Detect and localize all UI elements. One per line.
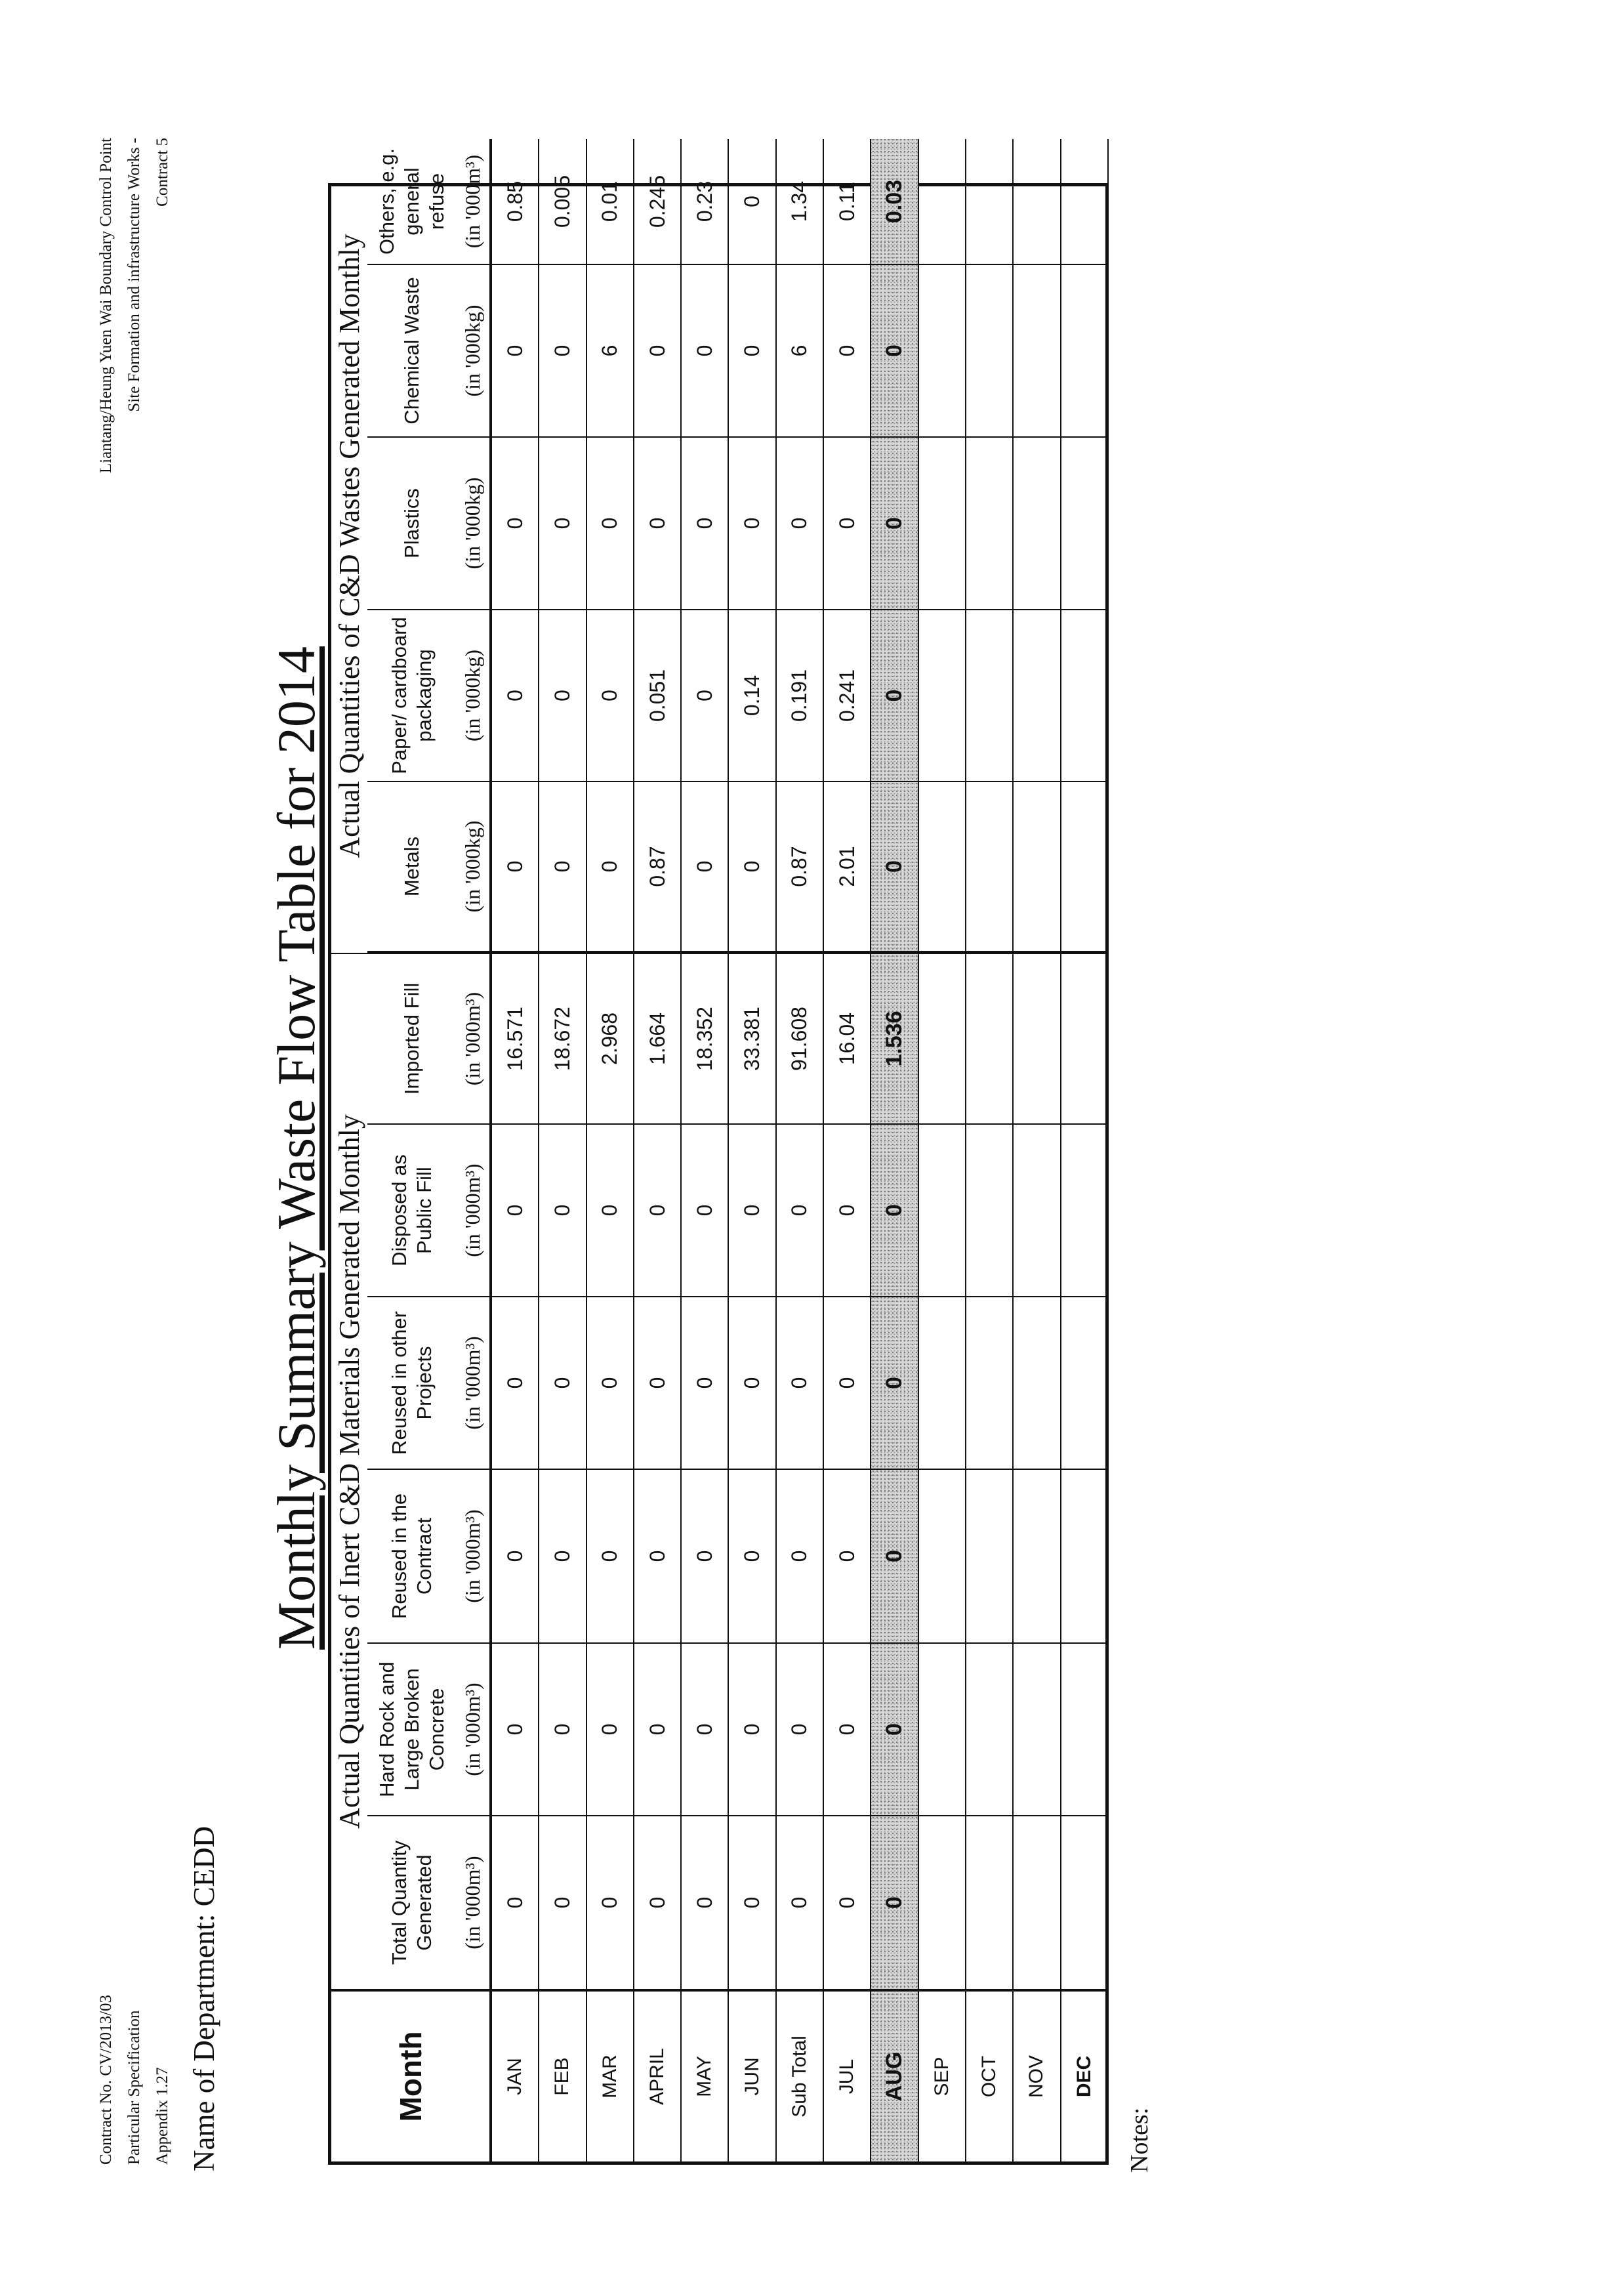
table-cell: 0 — [634, 1123, 682, 1296]
table-cell — [919, 1296, 966, 1469]
table-cell: 18.672 — [539, 953, 586, 1123]
table-cell — [871, 1296, 918, 1469]
table-cell — [966, 1123, 1014, 1296]
column-header: Reused in the Contract — [367, 1469, 456, 1642]
column-header: Paper/ cardboard packaging — [367, 609, 456, 781]
column-unit: (in '000m³) — [456, 1123, 492, 1296]
table-cell: 0 — [729, 1296, 776, 1469]
table-cell-value: 1.536 — [882, 1011, 907, 1067]
column-header: Chemical Waste — [367, 264, 456, 436]
table-cell: 0 — [539, 1123, 586, 1296]
table-cell — [1014, 953, 1061, 1123]
table-cell — [871, 264, 918, 436]
table-cell — [919, 436, 966, 609]
table-cell: 6 — [587, 264, 634, 436]
table-cell: 0 — [492, 1469, 539, 1642]
table-cell: 0 — [634, 1642, 682, 1815]
table-cell: 0.87 — [634, 781, 682, 953]
table-cell — [966, 1815, 1014, 1989]
table-cell-value: 0 — [882, 517, 907, 530]
department-name: Name of Department: CEDD — [188, 1826, 220, 2171]
table-cell — [1014, 1815, 1061, 1989]
table-cell: 0 — [539, 1642, 586, 1815]
table-cell: 18.352 — [682, 953, 729, 1123]
table-cell: 0 — [492, 781, 539, 953]
table-cell — [966, 609, 1014, 781]
table-cell: 0 — [492, 1123, 539, 1296]
table-cell: 0 — [539, 609, 586, 781]
month-label: MAR — [587, 1989, 634, 2161]
table-cell: 0 — [682, 1469, 729, 1642]
table-cell — [919, 264, 966, 436]
page-title: Monthly Summary Waste Flow Table for 2014 — [266, 646, 326, 1650]
table-cell — [871, 781, 918, 953]
table-cell: 0.14 — [729, 609, 776, 781]
table-cell-value: 0.03 — [882, 179, 907, 224]
project-line-3: Contract 5 — [154, 138, 171, 207]
waste-flow-table — [328, 148, 1109, 2165]
table-cell: 0 — [682, 1642, 729, 1815]
column-header: Others, e.g. general refuse — [375, 148, 448, 255]
month-label-text: AUG — [882, 2051, 907, 2102]
table-cell — [1014, 1642, 1061, 1815]
column-unit: (in '000m³) — [456, 1296, 492, 1469]
table-cell: 0 — [777, 1469, 824, 1642]
table-cell — [1061, 1642, 1109, 1815]
month-label: OCT — [966, 1989, 1014, 2161]
table-cell-value: 0 — [882, 860, 907, 873]
table-cell: 0 — [729, 436, 776, 609]
table-cell — [871, 609, 918, 781]
table-cell: 0 — [777, 1123, 824, 1296]
table-cell: 0 — [492, 436, 539, 609]
table-cell: 6 — [777, 264, 824, 436]
table-cell — [1061, 1469, 1109, 1642]
table-cell: 0 — [492, 1815, 539, 1989]
table-cell: 16.571 — [492, 953, 539, 1123]
column-unit: (in '000m³) — [456, 139, 492, 264]
notes-label: Notes: — [1126, 2107, 1153, 2173]
table-cell: 0 — [777, 1296, 824, 1469]
table-cell — [1061, 139, 1109, 264]
table-cell — [871, 436, 918, 609]
month-label: SEP — [919, 1989, 966, 2161]
table-cell: 0 — [539, 1469, 586, 1642]
table-cell — [1014, 436, 1061, 609]
table-cell: 0 — [729, 264, 776, 436]
column-header: Plastics — [367, 436, 456, 609]
table-cell — [1014, 1123, 1061, 1296]
cd-wastes-group-header: Actual Quantities of C&D Wastes Generated Monthly — [333, 234, 365, 858]
appendix: Appendix 1.27 — [154, 2067, 171, 2165]
table-cell — [1061, 264, 1109, 436]
table-cell: 0 — [539, 781, 586, 953]
table-cell — [1014, 1296, 1061, 1469]
table-cell: 0 — [587, 781, 634, 953]
inert-materials-group-header: Actual Quantities of Inert C&D Materials Generated Monthly — [331, 953, 367, 1989]
column-unit: (in '000kg) — [456, 609, 492, 781]
column-header: Disposed as Public Fill — [367, 1123, 456, 1296]
table-cell — [871, 1469, 918, 1642]
table-cell: 0 — [539, 436, 586, 609]
table-cell — [919, 609, 966, 781]
table-cell — [919, 1815, 966, 1989]
table-cell: 0 — [729, 139, 776, 264]
table-cell: 0 — [777, 1642, 824, 1815]
table-cell — [1014, 139, 1061, 264]
table-cell: 33.381 — [729, 953, 776, 1123]
table-cell — [966, 1642, 1014, 1815]
particular-specification: Particular Specification — [125, 2010, 143, 2165]
table-cell: 0.191 — [777, 609, 824, 781]
table-cell — [919, 953, 966, 1123]
column-unit: (in '000m³) — [456, 1469, 492, 1642]
table-cell: 0.87 — [777, 781, 824, 953]
table-cell — [1061, 781, 1109, 953]
table-cell: 0 — [682, 1123, 729, 1296]
column-header: Imported Fill — [367, 953, 456, 1123]
table-cell — [966, 139, 1014, 264]
table-cell-value: 0 — [882, 344, 907, 357]
table-cell: 0 — [634, 264, 682, 436]
table-cell — [1061, 609, 1109, 781]
table-cell — [1061, 1123, 1109, 1296]
table-cell: 2.01 — [824, 781, 871, 953]
contract-number: Contract No. CV/2013/03 — [97, 1994, 115, 2165]
table-cell — [1061, 953, 1109, 1123]
table-cell — [966, 264, 1014, 436]
project-info — [92, 138, 176, 473]
month-label: JAN — [492, 1989, 539, 2161]
table-cell — [966, 781, 1014, 953]
table-cell: 0 — [682, 1296, 729, 1469]
table-cell: 0 — [729, 1469, 776, 1642]
month-label: JUL — [824, 1989, 871, 2161]
project-line-1: Liantang/Heung Yuen Wai Boundary Control Point — [97, 138, 115, 474]
table-cell — [966, 953, 1014, 1123]
table-cell: 0 — [777, 436, 824, 609]
table-cell: 0.241 — [824, 609, 871, 781]
table-cell: 91.608 — [777, 953, 824, 1123]
column-unit: (in '000m³) — [456, 1815, 492, 1989]
column-unit: (in '000kg) — [456, 264, 492, 436]
table-cell: 0 — [492, 1642, 539, 1815]
table-cell — [871, 953, 918, 1123]
table-cell — [1014, 609, 1061, 781]
table-cell: 0 — [587, 609, 634, 781]
column-unit: (in '000kg) — [456, 436, 492, 609]
column-unit: (in '000kg) — [456, 781, 492, 953]
column-header: Metals — [367, 781, 456, 953]
table-cell: 16.04 — [824, 953, 871, 1123]
table-cell — [919, 139, 966, 264]
table-cell — [919, 1642, 966, 1815]
table-cell: 0 — [587, 1469, 634, 1642]
table-cell — [871, 1815, 918, 1989]
table-cell: 0 — [729, 1642, 776, 1815]
table-cell: 0 — [634, 1469, 682, 1642]
table-cell: 0 — [824, 1123, 871, 1296]
table-cell — [1061, 1296, 1109, 1469]
table-cell — [966, 1296, 1014, 1469]
table-cell — [1014, 1469, 1061, 1642]
table-cell: 0 — [539, 264, 586, 436]
table-cell: 0 — [634, 1296, 682, 1469]
table-cell: 0 — [539, 1815, 586, 1989]
table-cell: 2.968 — [587, 953, 634, 1123]
table-cell-value: 0 — [882, 1896, 907, 1909]
table-cell: 0 — [729, 1123, 776, 1296]
table-cell: 0 — [634, 1815, 682, 1989]
project-line-2: Site Formation and infrastructure Works - — [125, 138, 143, 412]
table-cell-value: 0 — [882, 1550, 907, 1562]
table-cell: 0 — [587, 1296, 634, 1469]
table-cell: 1.664 — [634, 953, 682, 1123]
month-label: DEC — [1061, 1989, 1109, 2161]
table-cell: 0 — [587, 436, 634, 609]
table-cell: 0.11 — [824, 139, 871, 264]
table-cell — [1061, 436, 1109, 609]
table-cell — [1014, 781, 1061, 953]
table-cell: 0 — [682, 1815, 729, 1989]
table-cell: 0.01 — [587, 139, 634, 264]
table-cell — [919, 781, 966, 953]
table-cell: 0 — [682, 264, 729, 436]
table-cell: 0.245 — [634, 139, 682, 264]
table-cell: 0 — [492, 264, 539, 436]
table-cell — [871, 1642, 918, 1815]
table-cell: 0 — [824, 1296, 871, 1469]
month-label: APRIL — [634, 1989, 682, 2161]
table-cell — [966, 1469, 1014, 1642]
table-cell: 0 — [492, 609, 539, 781]
column-header: Hard Rock and Large Broken Concrete — [367, 1642, 456, 1815]
table-cell — [1061, 1815, 1109, 1989]
month-label: NOV — [1014, 1989, 1061, 2161]
contract-info — [92, 1995, 176, 2165]
month-label — [871, 1989, 918, 2161]
table-cell: 0 — [824, 1642, 871, 1815]
table-cell — [966, 436, 1014, 609]
table-cell: 0 — [824, 1815, 871, 1989]
table-cell: 0 — [682, 436, 729, 609]
table-cell: 0 — [729, 781, 776, 953]
month-label: JUN — [729, 1989, 776, 2161]
table-cell: 0.005 — [539, 139, 586, 264]
table-cell — [871, 139, 918, 264]
month-label: FEB — [539, 1989, 586, 2161]
table-cell: 0.051 — [634, 609, 682, 781]
table-cell-value: 0 — [882, 689, 907, 702]
table-cell — [1014, 264, 1061, 436]
month-label: Sub Total — [777, 1989, 824, 2161]
table-cell-value: 0 — [882, 1377, 907, 1389]
month-label: MAY — [682, 1989, 729, 2161]
table-cell: 0 — [587, 1642, 634, 1815]
table-cell: 0.23 — [682, 139, 729, 264]
table-cell: 0 — [492, 1296, 539, 1469]
table-cell: 0 — [682, 609, 729, 781]
table-cell: 0 — [777, 1815, 824, 1989]
table-cell — [919, 1469, 966, 1642]
table-cell-value: 0 — [882, 1204, 907, 1217]
table-cell: 0 — [634, 436, 682, 609]
table-cell — [871, 1123, 918, 1296]
table-cell: 0 — [824, 436, 871, 609]
table-cell-value: 0 — [882, 1723, 907, 1736]
table-cell: 1.34 — [777, 139, 824, 264]
table-cell: 0 — [824, 1469, 871, 1642]
column-unit: (in '000m³) — [456, 953, 492, 1123]
table-cell: 0 — [587, 1815, 634, 1989]
table-cell: 0 — [682, 781, 729, 953]
column-unit: (in '000m³) — [456, 1642, 492, 1815]
month-column-header: Month — [331, 1989, 492, 2161]
table-cell: 0.85 — [492, 139, 539, 264]
table-cell: 0 — [729, 1815, 776, 1989]
column-header: Total Quantity Generated — [367, 1815, 456, 1989]
table-cell — [919, 1123, 966, 1296]
table-cell: 0 — [824, 264, 871, 436]
table-cell: 0 — [539, 1296, 586, 1469]
column-header: Reused in other Projects — [367, 1296, 456, 1469]
table-cell: 0 — [587, 1123, 634, 1296]
